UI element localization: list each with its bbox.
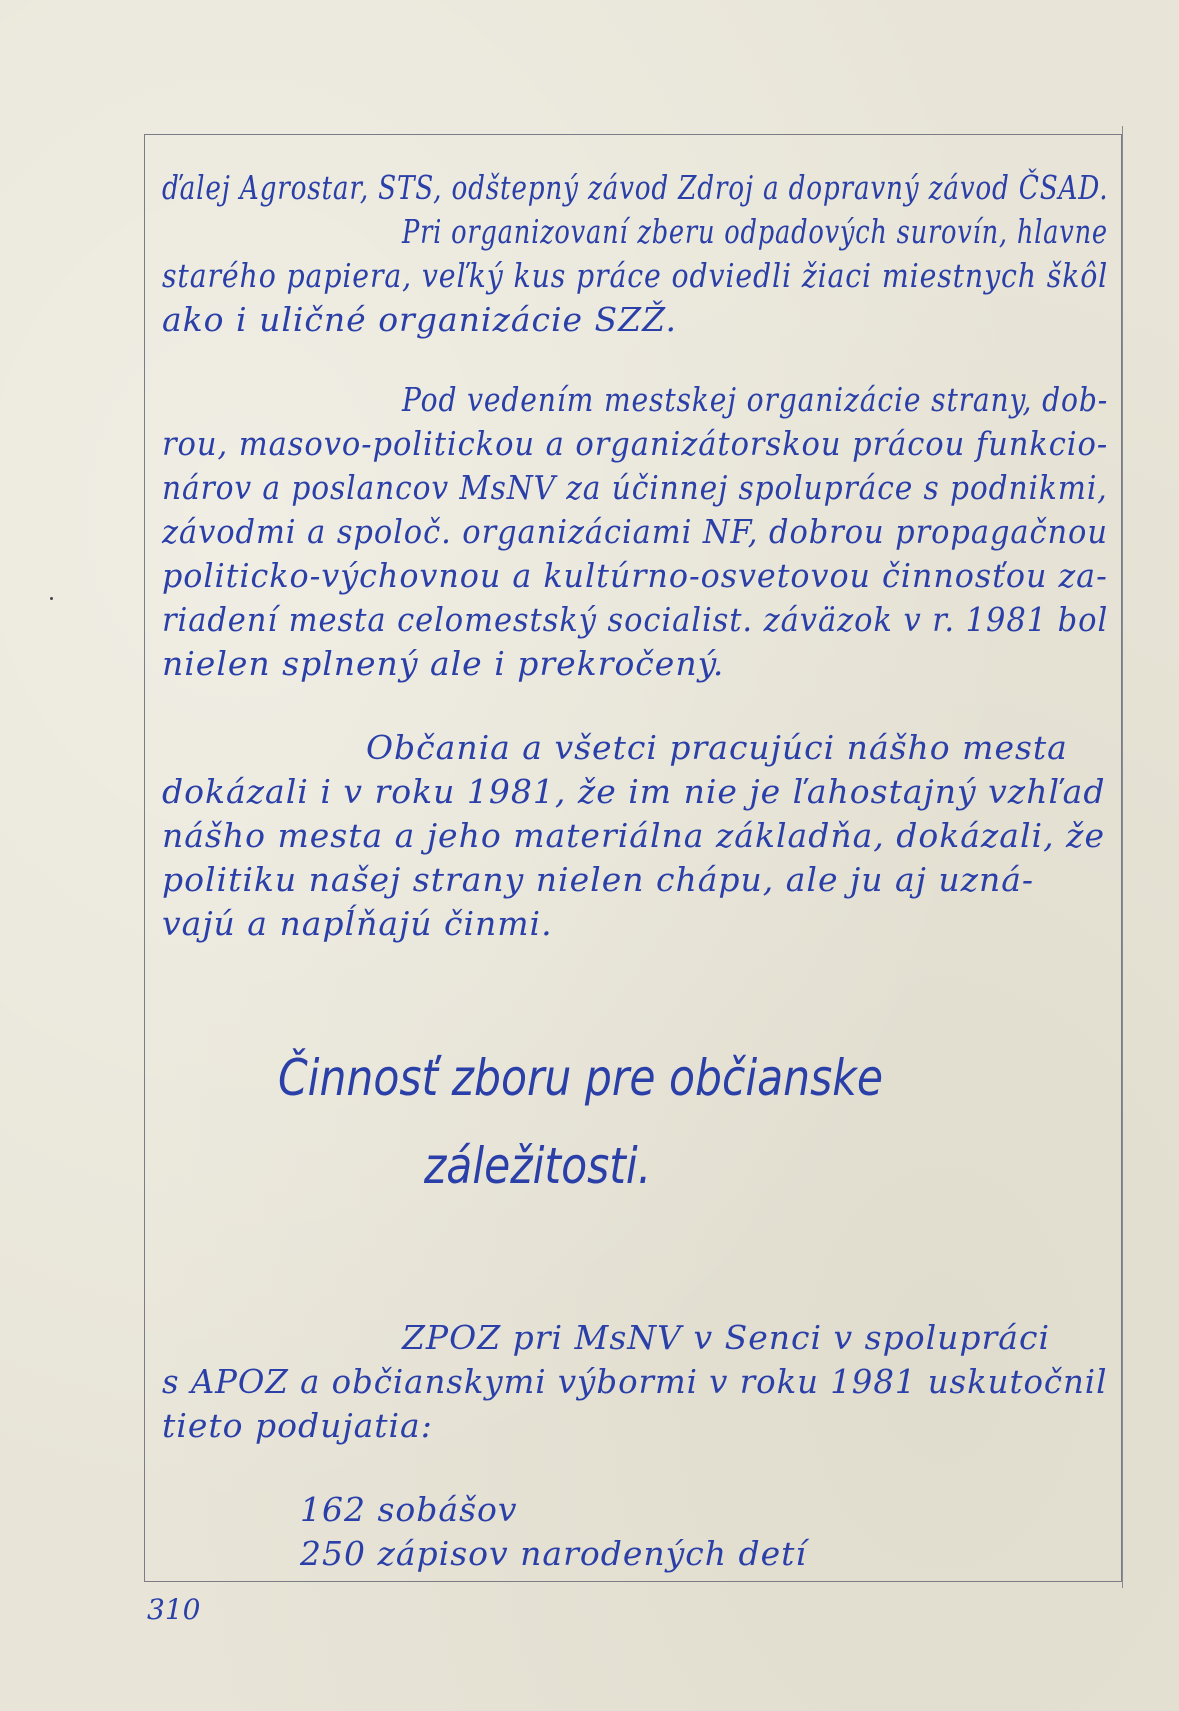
paragraph3-line-1: Občania a všetci pracujúci nášho mesta xyxy=(366,728,1068,767)
paragraph2-line-5: politicko-výchovnou a kultúrno-osvetovou činnosťou za- xyxy=(162,556,1108,595)
paragraph4-line-3: tieto podujatia: xyxy=(162,1406,433,1445)
paragraph2-line-7: nielen splnený ale i prekročený. xyxy=(162,644,725,683)
paragraph1-line-3: starého papiera, veľký kus práce odviedli žiaci miestnych škôl xyxy=(162,256,1109,295)
paragraph4-line-2: s APOZ a občianskymi výbormi v roku 1981 uskutočnil xyxy=(162,1362,1108,1401)
list-item-weddings: 162 sobášov xyxy=(300,1490,518,1529)
paragraph4-line-1: ZPOZ pri MsNV v Senci v spolupráci xyxy=(402,1318,1050,1357)
ink-speck xyxy=(50,597,53,600)
page-frame-edge xyxy=(1122,126,1123,1588)
paragraph3-line-3: nášho mesta a jeho materiálna základňa, dokázali, že xyxy=(162,816,1105,855)
paragraph3-line-4: politiku našej strany nielen chápu, ale ju aj uzná- xyxy=(162,860,1035,899)
section-heading-line-1: Činnosť zboru pre občianske xyxy=(278,1049,884,1107)
page-number: 310 xyxy=(147,1593,201,1626)
paragraph1-line-1: ďalej Agrostar, STS, odštepný závod Zdroj a dopravný závod ČSAD. xyxy=(162,168,1109,207)
paragraph1-line-4: ako i uličné organizácie SZŽ. xyxy=(162,300,677,339)
paragraph2-line-1: Pod vedením mestskej organizácie strany, dob- xyxy=(402,380,1109,419)
paragraph2-line-2: rou, masovo-politickou a organizátorskou prácou funkcio- xyxy=(162,424,1109,463)
paragraph2-line-4: závodmi a spoloč. organizáciami NF, dobrou propagačnou xyxy=(162,512,1108,551)
paragraph3-line-2: dokázali i v roku 1981, že im nie je ľahostajný vzhľad xyxy=(162,772,1106,811)
section-heading-line-2: záležitosti. xyxy=(424,1137,652,1195)
paragraph1-line-2: Pri organizovaní zberu odpadových surovín, hlavne xyxy=(402,212,1108,251)
list-item-births: 250 zápisov narodených detí xyxy=(300,1534,807,1573)
paragraph3-line-5: vajú a napĺňajú činmi. xyxy=(162,904,553,943)
paragraph2-line-3: nárov a poslancov MsNV za účinnej spolupráce s podnikmi, xyxy=(162,468,1108,507)
paragraph2-line-6: riadení mesta celomestský socialist. záväzok v r. 1981 bol xyxy=(162,600,1109,639)
